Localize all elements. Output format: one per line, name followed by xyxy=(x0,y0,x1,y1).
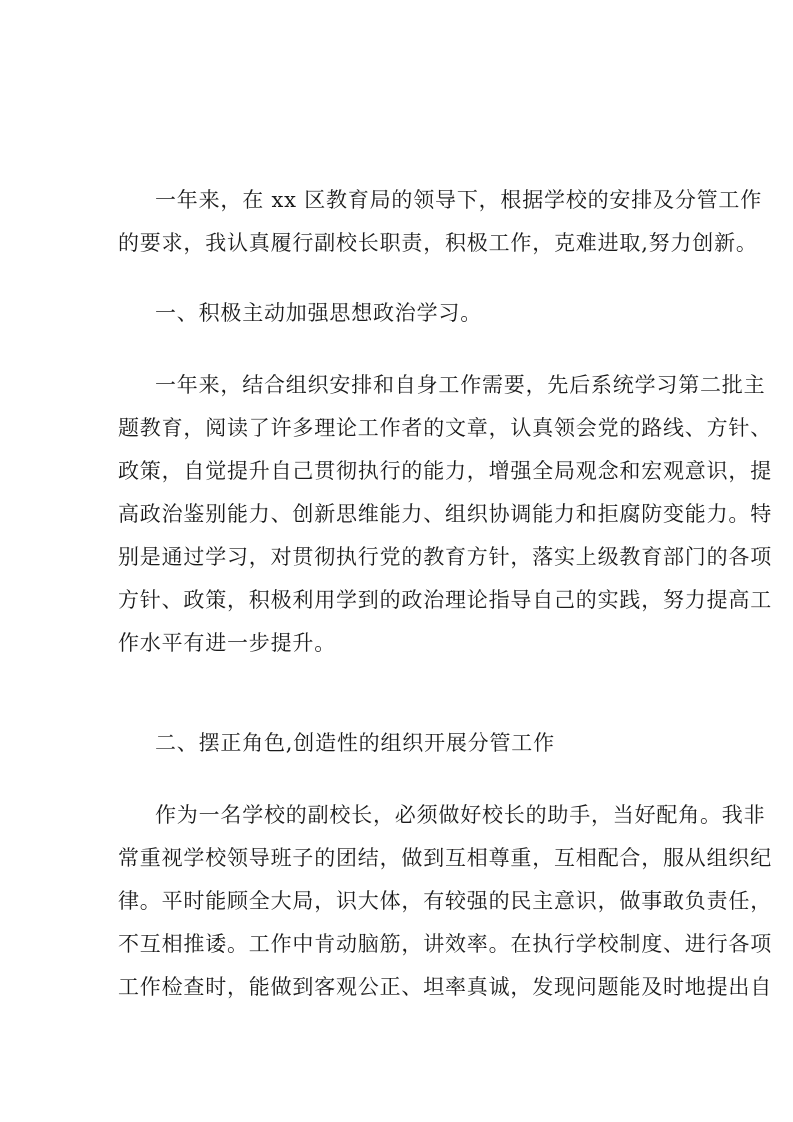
paragraph-3-line-2: 常重视学校领导班子的团结，做到互相尊重，互相配合，服从组织纪 xyxy=(118,846,772,870)
paragraph-3-line-5: 工作检查时，能做到客观公正、坦率真诚，发现问题能及时地提出自 xyxy=(118,975,772,999)
section-heading-1: 一、积极主动加强思想政治学习。 xyxy=(155,301,482,325)
paragraph-2-line-7: 作水平有进一步提升。 xyxy=(118,631,336,655)
paragraph-2-line-5: 别是通过学习，对贯彻执行党的教育方针，落实上级教育部门的各项 xyxy=(118,545,772,569)
paragraph-3-line-3: 律。平时能顾全大局，识大体，有较强的民主意识，做事敢负责任， xyxy=(118,889,772,913)
paragraph-1-line-2: 的要求，我认真履行副校长职责，积极工作，克难进取,努力创新。 xyxy=(118,231,758,255)
section-heading-2: 二、摆正角色,创造性的组织开展分管工作 xyxy=(155,731,555,755)
paragraph-3-line-1: 作为一名学校的副校长，必须做好校长的助手，当好配角。我非 xyxy=(155,803,766,827)
paragraph-2-line-2: 题教育，阅读了许多理论工作者的文章，认真领会党的路线、方针、 xyxy=(118,416,772,440)
paragraph-2-line-4: 高政治鉴别能力、创新思维能力、组织协调能力和拒腐防变能力。特 xyxy=(118,502,772,526)
paragraph-2-line-6: 方针、政策，积极利用学到的政治理论指导自己的实践，努力提高工 xyxy=(118,588,772,612)
paragraph-2-line-1: 一年来，结合组织安排和自身工作需要，先后系统学习第二批主 xyxy=(155,373,766,397)
paragraph-2-line-3: 政策，自觉提升自己贯彻执行的能力，增强全局观念和宏观意识，提 xyxy=(118,459,772,483)
paragraph-3-line-4: 不互相推诿。工作中肯动脑筋，讲效率。在执行学校制度、进行各项 xyxy=(118,932,772,956)
paragraph-1-line-1: 一年来，在 xx 区教育局的领导下，根据学校的安排及分管工作 xyxy=(155,188,763,212)
